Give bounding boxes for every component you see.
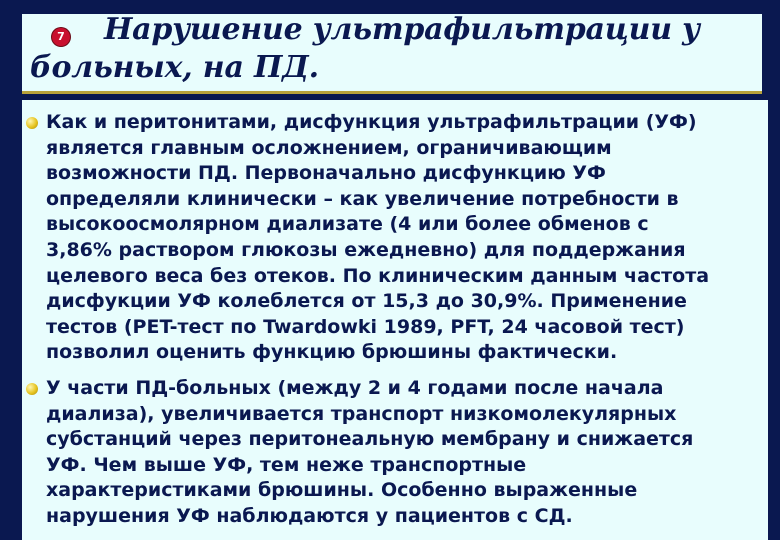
bullet-1-line: возможности ПД. Первоначально дисфункцию УФ: [46, 162, 606, 185]
content-panel: [22, 100, 768, 540]
title-panel: [22, 14, 762, 94]
bullet-2-line: характеристиками брюшины. Особенно выраженные: [46, 479, 638, 502]
bullet-text-1: [46, 110, 764, 366]
bullet-1-line: является главным осложнением, ограничивающим: [46, 136, 612, 159]
bullet-1-line: высокоосмолярном диализате (4 или более обменов с: [46, 213, 649, 236]
yellow-dot-bullet-icon: [26, 383, 38, 395]
bullet-2-line: У части ПД-больных (между 2 и 4 годами после начала: [46, 377, 664, 399]
bullet-text-2: [46, 376, 764, 530]
numbered-circle-icon: [52, 28, 70, 46]
bullet-1-line: Как и перитонитами, дисфункция ультрафильтрации (УФ): [46, 111, 697, 133]
title-icon-number: 7: [57, 30, 65, 43]
bullet-1-line: 3,86% раствором глюкозы ежедневно) для поддержания: [46, 238, 686, 261]
bullet-1-line: тестов (PET-тест по Twardowki 1989, PFT, 24 часовой тест): [46, 315, 685, 338]
bullet-2-line: УФ. Чем выше УФ, тем неже транспортные: [46, 453, 527, 476]
bullet-2-line: нарушения УФ наблюдаются у пациентов с СД.: [46, 504, 573, 527]
bullet-2-line: диализа), увеличивается транспорт низкомолекулярных: [46, 402, 677, 425]
bullet-2-line: субстанций через перитонеальную мембрану и снижается: [46, 428, 694, 451]
bullet-1-line: дисфукции УФ колеблется от 15,3 до 30,9%. Применение: [46, 290, 687, 313]
bullet-1-line: определяли клинически – как увеличение потребности в: [46, 187, 679, 210]
bullet-1-line: целевого веса без отеков. По клиническим данным частота: [46, 264, 710, 287]
bullet-1-line: позволил оценить функцию брюшины фактически.: [46, 341, 618, 364]
slide-title-line-2: больных, на ПД.: [30, 50, 319, 85]
yellow-dot-bullet-icon: [26, 117, 38, 129]
slide-title-line-1: Нарушение ультрафильтрации у: [104, 12, 700, 47]
